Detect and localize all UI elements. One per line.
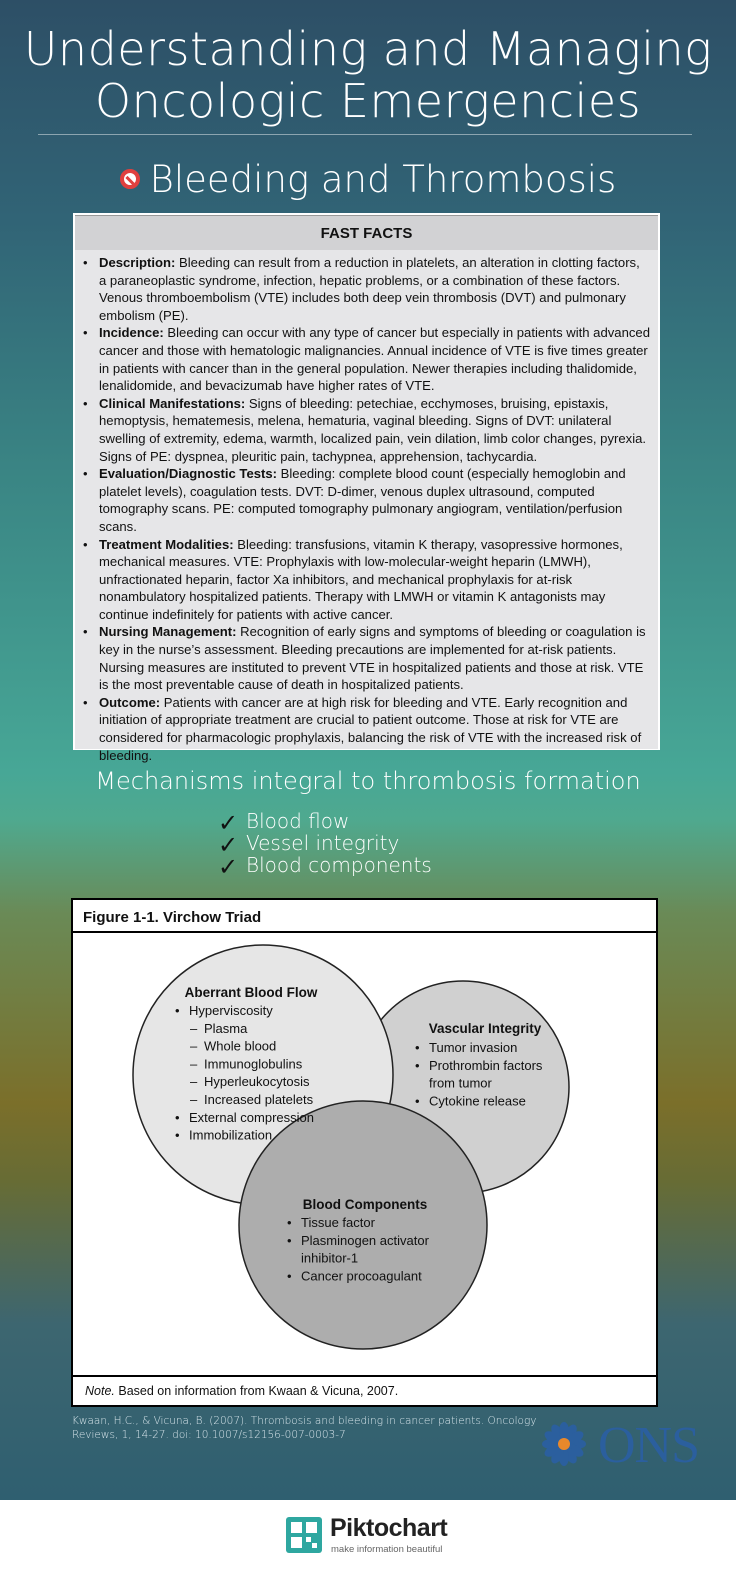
virchow-triad-figure <box>71 898 658 1407</box>
ons-flower-center <box>558 1438 570 1450</box>
fast-fact-item <box>99 465 650 535</box>
fast-fact-item <box>99 536 650 624</box>
circle-item: Cancer procoagulant <box>301 1268 422 1284</box>
fast-fact-item <box>99 694 650 764</box>
fast-facts-heading: FAST FACTS <box>75 216 658 250</box>
fast-facts-box <box>73 213 660 763</box>
figure-note <box>73 1375 656 1405</box>
circle-bullet: • <box>175 1109 180 1125</box>
fast-facts-panel <box>75 215 658 763</box>
fast-fact-item <box>99 395 650 465</box>
note-label: Note. <box>85 1384 115 1398</box>
circle-bullet: • <box>415 1040 420 1055</box>
circle-item: Whole blood <box>204 1038 277 1054</box>
mechanism-label: Blood components <box>246 853 432 877</box>
footer <box>0 1500 736 1576</box>
section-title-text: Bleeding and Thrombosis <box>149 158 617 201</box>
mechanism-label: Vessel integrity <box>246 831 400 855</box>
note-text: Based on information from Kwaan & Vicuna, 2007. <box>118 1384 399 1398</box>
fast-fact-label: Outcome: <box>99 694 161 710</box>
fast-fact-text: Bleeding: transfusions, vitamin K therapy, vasopressive hormones, mechanical measures. VTE: Prophylaxis with low-molecular-weight heparin (LMWH), unfractionated heparin, factor Xa inhibitors, and mechanical prophylaxis for at-risk nonambulatory hospitalized patients. Therapy with LMWH or vitamin K antagonists may continue indefinitely for patients with active cancer. <box>99 536 623 622</box>
vascular-integrity-text <box>415 1021 543 1108</box>
circle-item: Hyperviscosity <box>189 1003 273 1018</box>
circle-bullet: – <box>190 1038 198 1054</box>
main-title-line1: Understanding and Managing <box>23 22 713 76</box>
main-title-line2: Oncologic Emergencies <box>94 74 642 128</box>
circle-bullet: • <box>415 1093 420 1109</box>
fast-fact-text: Patients with cancer are at high risk for bleeding and VTE. Early recognition and initiation of appropriate treatment are crucial to patient outcome. Those at risk for VTE are considered for pharmacologic prophylaxis, balancing the risk of VTE with the increased risk of bleeding. <box>99 694 642 763</box>
section-title <box>0 158 736 202</box>
circle-bullet: – <box>190 1056 198 1072</box>
blood-components-text <box>287 1197 430 1283</box>
piktochart-brand[interactable]: Piktochart <box>330 1514 448 1542</box>
circle-bullet: • <box>175 1127 180 1143</box>
circle-item: Cytokine release <box>429 1093 526 1109</box>
checkmark-icon: ✓ <box>218 830 239 859</box>
venn-diagram <box>73 900 656 1405</box>
fast-fact-label: Evaluation/Diagnostic Tests: <box>99 466 278 482</box>
mechanism-item <box>218 830 400 859</box>
circle-title: Blood Components <box>302 1197 428 1212</box>
fast-fact-text: Bleeding: complete blood count (especially hemoglobin and platelet levels), coagulation tests. DVT: D-dimer, venous duplex ultrasound, computed tomography scans. PE: computed tomography pulmonary angiogram, ventilation/perfusion scans. <box>99 466 626 534</box>
mechanism-item <box>218 852 432 881</box>
circle-item: Immobilization <box>189 1127 273 1143</box>
circle-item: Hyperleukocytosis <box>204 1074 310 1090</box>
circle-bullet: • <box>415 1057 420 1073</box>
fast-fact-label: Description: <box>99 255 176 270</box>
fast-fact-text: Signs of bleeding: petechiae, ecchymoses, bruising, epistaxis, hemoptysis, hematemesis, melena, hematuria, vaginal bleeding. Signs of DVT: unilateral swelling of extremity, edema, warmth, localized pain, vein dilation, limb color changes, pyrexia. Signs of PE: dyspnea, pleuritic pain, tachypnea, apprehension, tachycardia. <box>99 395 647 464</box>
circle-item: Prothrombin factors <box>429 1057 543 1073</box>
fast-fact-label: Clinical Manifestations: <box>99 395 246 411</box>
circle-item: External compression <box>189 1109 314 1125</box>
fast-fact-text: Bleeding can occur with any type of cancer but especially in patients with advanced cancer and those with hematologic malignancies. Annual incidence of VTE is five times greater in patients with cancer than in the general population. Newer therapies including thalidomide, lenalidomide, and bevacizumab have higher rates of VTE. <box>99 325 650 394</box>
piktochart-tagline: make information beautiful <box>331 1544 443 1555</box>
checkmark-icon: ✓ <box>218 852 239 881</box>
mechanism-item <box>218 808 350 837</box>
fast-fact-text: Bleeding can result from a reduction in platelets, an alteration in clotting factors, a paraneoplastic syndrome, infection, hepatic problems, or a combination of these factors. Venous thromboembolism (VTE) includes both deep vein thrombosis (DVT) and pulmonary embolism (PE). <box>99 255 640 323</box>
ons-logo <box>528 1414 728 1484</box>
citation-line: Reviews, 1, 14-27. doi: 10.1007/s12156-007-0003-7 <box>72 1429 346 1441</box>
mechanisms-title: Mechanisms integral to thrombosis formation <box>95 767 641 795</box>
figure-title: Figure 1-1. Virchow Triad <box>73 900 656 933</box>
circle-bullet: • <box>287 1268 292 1284</box>
fast-fact-label: Incidence: <box>99 325 164 341</box>
mechanism-label: Blood flow <box>246 809 350 833</box>
piktochart-logo-icon <box>286 1517 322 1553</box>
circle-item: Plasma <box>204 1020 248 1036</box>
fast-fact-text: Recognition of early signs and symptoms of bleeding or coagulation is key in the nurse’s assessment. Bleeding precautions are implemented for at-risk patients. Nursing measures are instituted to prevent VTE in hospitalized patients and those at risk. VTE is the most preventable cause of death in hospitalized patients. <box>99 624 646 693</box>
citation <box>72 1414 572 1442</box>
ons-flower-icon <box>528 1414 608 1484</box>
circle-item: Tissue factor <box>301 1215 375 1230</box>
circle-bullet: – <box>190 1074 198 1090</box>
circle-bullet: • <box>287 1232 292 1248</box>
circle-title: Vascular Integrity <box>428 1021 542 1036</box>
circle-item: Plasminogen activator <box>301 1232 429 1248</box>
circle-bullet: • <box>287 1215 292 1230</box>
circle-item: Increased platelets <box>204 1092 314 1107</box>
checkmark-icon: ✓ <box>218 808 239 837</box>
circle-item: from tumor <box>429 1075 492 1091</box>
circle-title: Aberrant Blood Flow <box>184 985 318 1000</box>
circle-bullet: – <box>190 1092 198 1107</box>
title-divider <box>38 134 692 135</box>
circle-bullet: – <box>190 1020 198 1036</box>
circle-item: inhibitor-1 <box>301 1250 359 1266</box>
circle-item: Immunoglobulins <box>204 1056 303 1072</box>
citation-line: Kwaan, H.C., & Vicuna, B. (2007). Thrombosis and bleeding in cancer patients. Oncology <box>72 1415 537 1427</box>
ons-logo-text: ONS <box>598 1417 700 1474</box>
circle-bullet: • <box>175 1003 180 1018</box>
fast-fact-item <box>99 254 650 324</box>
no-entry-icon <box>120 169 140 189</box>
fast-facts-list <box>75 250 658 764</box>
fast-fact-item <box>99 623 650 693</box>
circle-item: Tumor invasion <box>429 1040 518 1055</box>
fast-fact-label: Treatment Modalities: <box>99 536 234 552</box>
fast-fact-item <box>99 324 650 394</box>
fast-fact-label: Nursing Management: <box>99 624 237 640</box>
